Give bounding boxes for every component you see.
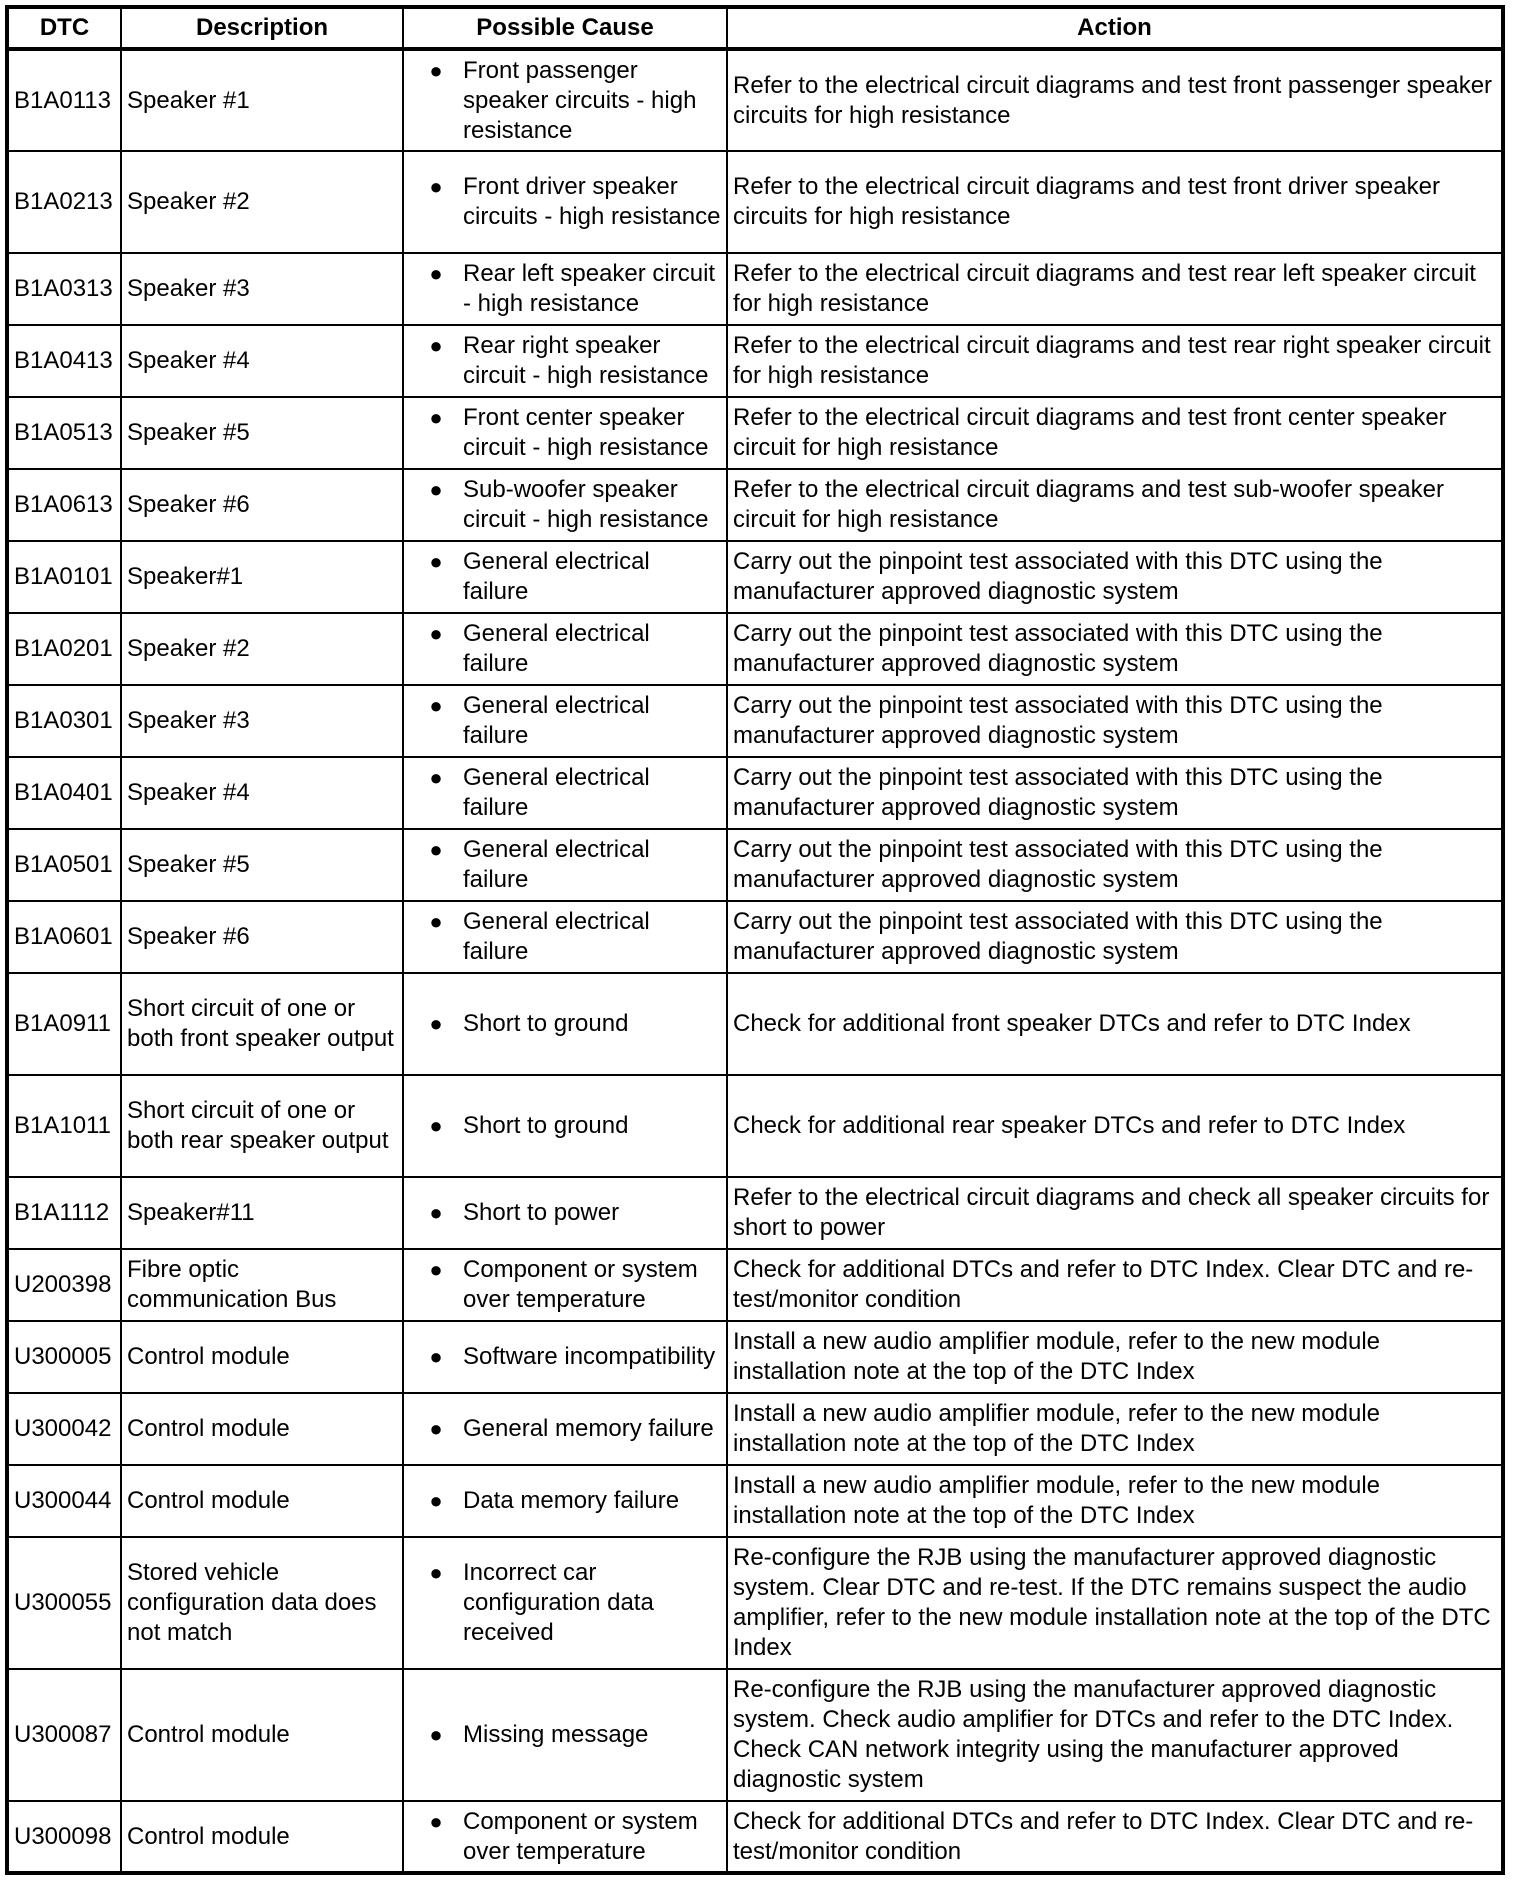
dtc-code: B1A0911 <box>7 973 121 1075</box>
bullet-icon: ● <box>429 261 443 286</box>
bullet-icon: ● <box>429 1113 443 1138</box>
possible-cause-text: Sub-woofer speaker circuit - high resistance <box>463 476 709 533</box>
possible-cause-cell <box>403 1537 727 1669</box>
bullet-icon: ● <box>429 837 443 862</box>
cause-bullet-item <box>409 1720 721 1750</box>
table-row <box>7 685 1503 757</box>
cause-bullet-item <box>409 475 721 535</box>
dtc-code: B1A0301 <box>7 685 121 757</box>
action-text: Check for additional DTCs and refer to DTC Index. Clear DTC and re-test/monitor condition <box>727 1249 1503 1321</box>
possible-cause-text: General electrical failure <box>463 764 650 821</box>
possible-cause-cell <box>403 1465 727 1537</box>
dtc-description: Speaker #6 <box>121 469 403 541</box>
dtc-description: Control module <box>121 1393 403 1465</box>
table-row <box>7 151 1503 253</box>
possible-cause-cell <box>403 1801 727 1873</box>
bullet-icon: ● <box>429 549 443 574</box>
action-text: Refer to the electrical circuit diagrams and test sub-woofer speaker circuit for high resistance <box>727 469 1503 541</box>
possible-cause-cell <box>403 469 727 541</box>
possible-cause-cell <box>403 151 727 253</box>
possible-cause-cell <box>403 613 727 685</box>
dtc-code: B1A0201 <box>7 613 121 685</box>
action-text: Re-configure the RJB using the manufacturer approved diagnostic system. Check audio amplifier for DTCs and refer to the DTC Index. Check CAN network integrity using the manufacturer approved diagnostic system <box>727 1669 1503 1801</box>
dtc-code: U300005 <box>7 1321 121 1393</box>
dtc-code: U300042 <box>7 1393 121 1465</box>
table-row <box>7 1669 1503 1801</box>
table-row <box>7 1177 1503 1249</box>
table-row <box>7 469 1503 541</box>
possible-cause-text: Rear right speaker circuit - high resistance <box>463 332 709 389</box>
table-row <box>7 613 1503 685</box>
table-row <box>7 1321 1503 1393</box>
dtc-code: B1A0313 <box>7 253 121 325</box>
action-text: Refer to the electrical circuit diagrams and test front center speaker circuit for high resistance <box>727 397 1503 469</box>
possible-cause-cell <box>403 901 727 973</box>
bullet-icon: ● <box>429 693 443 718</box>
possible-cause-cell <box>403 1393 727 1465</box>
action-text: Check for additional rear speaker DTCs and refer to DTC Index <box>727 1075 1503 1177</box>
dtc-description: Control module <box>121 1465 403 1537</box>
cause-bullet-item <box>409 763 721 823</box>
cause-bullet-item <box>409 1255 721 1315</box>
cause-bullet-item <box>409 1558 721 1648</box>
action-text: Carry out the pinpoint test associated with this DTC using the manufacturer approved diagnostic system <box>727 757 1503 829</box>
dtc-code: U300044 <box>7 1465 121 1537</box>
dtc-code: B1A0513 <box>7 397 121 469</box>
dtc-code: U200398 <box>7 1249 121 1321</box>
cause-bullet-item <box>409 172 721 232</box>
bullet-icon: ● <box>429 1200 443 1225</box>
table-row <box>7 49 1503 151</box>
dtc-code: B1A0213 <box>7 151 121 253</box>
dtc-code: B1A0113 <box>7 49 121 151</box>
possible-cause-text: General electrical failure <box>463 908 650 965</box>
dtc-description: Fibre optic communication Bus <box>121 1249 403 1321</box>
action-text: Carry out the pinpoint test associated with this DTC using the manufacturer approved diagnostic system <box>727 541 1503 613</box>
possible-cause-text: General electrical failure <box>463 692 650 749</box>
possible-cause-cell <box>403 829 727 901</box>
dtc-description: Stored vehicle configuration data does not match <box>121 1537 403 1669</box>
action-text: Carry out the pinpoint test associated with this DTC using the manufacturer approved diagnostic system <box>727 829 1503 901</box>
bullet-icon: ● <box>429 1416 443 1441</box>
table-row <box>7 829 1503 901</box>
dtc-code: B1A0613 <box>7 469 121 541</box>
dtc-code: B1A0413 <box>7 325 121 397</box>
cause-bullet-item <box>409 547 721 607</box>
possible-cause-text: Incorrect car configuration data received <box>463 1559 654 1646</box>
dtc-table <box>5 5 1505 1875</box>
dtc-code: B1A1112 <box>7 1177 121 1249</box>
possible-cause-text: Front center speaker circuit - high resistance <box>463 404 709 461</box>
action-text: Refer to the electrical circuit diagrams and test front passenger speaker circuits for high resistance <box>727 49 1503 151</box>
bullet-icon: ● <box>429 405 443 430</box>
table-row <box>7 1249 1503 1321</box>
cause-bullet-item <box>409 1342 721 1372</box>
dtc-description: Speaker #5 <box>121 829 403 901</box>
possible-cause-cell <box>403 685 727 757</box>
table-row <box>7 397 1503 469</box>
header-action: Action <box>727 7 1503 49</box>
possible-cause-text: General electrical failure <box>463 836 650 893</box>
dtc-code: B1A1011 <box>7 1075 121 1177</box>
dtc-description: Speaker#11 <box>121 1177 403 1249</box>
action-text: Re-configure the RJB using the manufacturer approved diagnostic system. Clear DTC and re-test. If the DTC remains suspect the audio amplifier, refer to the new module installation note at the top of the DTC Index <box>727 1537 1503 1669</box>
possible-cause-text: General electrical failure <box>463 548 650 605</box>
possible-cause-cell <box>403 973 727 1075</box>
possible-cause-cell <box>403 757 727 829</box>
bullet-icon: ● <box>429 1808 443 1834</box>
bullet-icon: ● <box>429 909 443 934</box>
bullet-icon: ● <box>429 621 443 646</box>
cause-bullet-item <box>409 331 721 391</box>
cause-bullet-item <box>409 691 721 751</box>
dtc-code: B1A0601 <box>7 901 121 973</box>
possible-cause-cell <box>403 1669 727 1801</box>
table-row <box>7 1537 1503 1669</box>
dtc-code: U300087 <box>7 1669 121 1801</box>
table-row <box>7 973 1503 1075</box>
table-row <box>7 1465 1503 1537</box>
bullet-icon: ● <box>429 1344 443 1369</box>
possible-cause-text: Short to ground <box>463 1010 629 1037</box>
dtc-description: Speaker #2 <box>121 613 403 685</box>
dtc-description: Control module <box>121 1321 403 1393</box>
cause-bullet-item <box>409 835 721 895</box>
bullet-icon: ● <box>429 1011 443 1036</box>
action-text: Check for additional DTCs and refer to DTC Index. Clear DTC and re-test/monitor condition <box>727 1801 1503 1873</box>
possible-cause-text: Missing message <box>463 1721 649 1748</box>
bullet-icon: ● <box>429 765 443 790</box>
cause-bullet-item <box>409 403 721 463</box>
possible-cause-text: Front driver speaker circuits - high resistance <box>463 173 721 230</box>
action-text: Carry out the pinpoint test associated with this DTC using the manufacturer approved diagnostic system <box>727 613 1503 685</box>
possible-cause-cell <box>403 1075 727 1177</box>
dtc-description: Speaker #5 <box>121 397 403 469</box>
table-row <box>7 1075 1503 1177</box>
possible-cause-text: Rear left speaker circuit - high resistance <box>463 260 716 317</box>
dtc-description: Speaker#1 <box>121 541 403 613</box>
action-text: Carry out the pinpoint test associated with this DTC using the manufacturer approved diagnostic system <box>727 685 1503 757</box>
cause-bullet-item <box>409 907 721 967</box>
table-row <box>7 253 1503 325</box>
table-row <box>7 1393 1503 1465</box>
possible-cause-text: Front passenger speaker circuits - high resistance <box>463 56 697 144</box>
possible-cause-cell <box>403 397 727 469</box>
cause-bullet-item <box>409 1009 721 1039</box>
possible-cause-cell <box>403 325 727 397</box>
action-text: Check for additional front speaker DTCs and refer to DTC Index <box>727 973 1503 1075</box>
dtc-description: Short circuit of one or both front speaker output <box>121 973 403 1075</box>
dtc-description: Short circuit of one or both rear speaker output <box>121 1075 403 1177</box>
bullet-icon: ● <box>429 477 443 502</box>
bullet-icon: ● <box>429 1488 443 1513</box>
header-description: Description <box>121 7 403 49</box>
dtc-table-container <box>5 5 1501 1875</box>
dtc-code: B1A0501 <box>7 829 121 901</box>
action-text: Carry out the pinpoint test associated with this DTC using the manufacturer approved diagnostic system <box>727 901 1503 973</box>
bullet-icon: ● <box>429 174 443 199</box>
action-text: Install a new audio amplifier module, refer to the new module installation note at the top of the DTC Index <box>727 1393 1503 1465</box>
header-possible-cause: Possible Cause <box>403 7 727 49</box>
header-dtc: DTC <box>7 7 121 49</box>
dtc-description: Speaker #3 <box>121 685 403 757</box>
table-row <box>7 325 1503 397</box>
dtc-code: U300098 <box>7 1801 121 1873</box>
possible-cause-cell <box>403 541 727 613</box>
cause-bullet-item <box>409 619 721 679</box>
cause-bullet-item <box>409 1486 721 1516</box>
cause-bullet-item <box>409 259 721 319</box>
possible-cause-cell <box>403 49 727 151</box>
cause-bullet-item <box>409 1807 721 1867</box>
table-body <box>7 49 1503 1873</box>
header-row <box>7 7 1503 49</box>
action-text: Refer to the electrical circuit diagrams and test rear right speaker circuit for high resistance <box>727 325 1503 397</box>
dtc-description: Control module <box>121 1669 403 1801</box>
possible-cause-cell <box>403 1177 727 1249</box>
table-row <box>7 757 1503 829</box>
possible-cause-text: Component or system over temperature <box>463 1807 698 1865</box>
dtc-code: B1A0401 <box>7 757 121 829</box>
bullet-icon: ● <box>429 333 443 358</box>
possible-cause-text: Software incompatibility <box>463 1343 716 1370</box>
table-row <box>7 1801 1503 1873</box>
cause-bullet-item <box>409 1198 721 1228</box>
possible-cause-cell <box>403 1321 727 1393</box>
cause-bullet-item <box>409 1111 721 1141</box>
action-text: Refer to the electrical circuit diagrams and test rear left speaker circuit for high resistance <box>727 253 1503 325</box>
dtc-description: Speaker #4 <box>121 757 403 829</box>
dtc-code: U300055 <box>7 1537 121 1669</box>
action-text: Install a new audio amplifier module, refer to the new module installation note at the top of the DTC Index <box>727 1465 1503 1537</box>
possible-cause-text: Short to power <box>463 1199 620 1226</box>
action-text: Install a new audio amplifier module, refer to the new module installation note at the top of the DTC Index <box>727 1321 1503 1393</box>
possible-cause-cell <box>403 1249 727 1321</box>
dtc-description: Speaker #1 <box>121 49 403 151</box>
table-row <box>7 901 1503 973</box>
dtc-code: B1A0101 <box>7 541 121 613</box>
dtc-description: Speaker #2 <box>121 151 403 253</box>
possible-cause-text: General memory failure <box>463 1415 714 1442</box>
cause-bullet-item <box>409 1414 721 1444</box>
bullet-icon: ● <box>429 1722 443 1747</box>
bullet-icon: ● <box>429 1257 443 1282</box>
bullet-icon: ● <box>429 1560 443 1585</box>
dtc-description: Speaker #6 <box>121 901 403 973</box>
dtc-description: Speaker #3 <box>121 253 403 325</box>
bullet-icon: ● <box>429 57 443 83</box>
possible-cause-cell <box>403 253 727 325</box>
possible-cause-text: Component or system over temperature <box>463 1256 698 1313</box>
action-text: Refer to the electrical circuit diagrams and test front driver speaker circuits for high resistance <box>727 151 1503 253</box>
dtc-description: Control module <box>121 1801 403 1873</box>
possible-cause-text: Short to ground <box>463 1112 629 1139</box>
possible-cause-text: Data memory failure <box>463 1487 680 1514</box>
dtc-description: Speaker #4 <box>121 325 403 397</box>
cause-bullet-item <box>409 56 721 146</box>
table-row <box>7 541 1503 613</box>
action-text: Refer to the electrical circuit diagrams and check all speaker circuits for short to power <box>727 1177 1503 1249</box>
possible-cause-text: General electrical failure <box>463 620 650 677</box>
